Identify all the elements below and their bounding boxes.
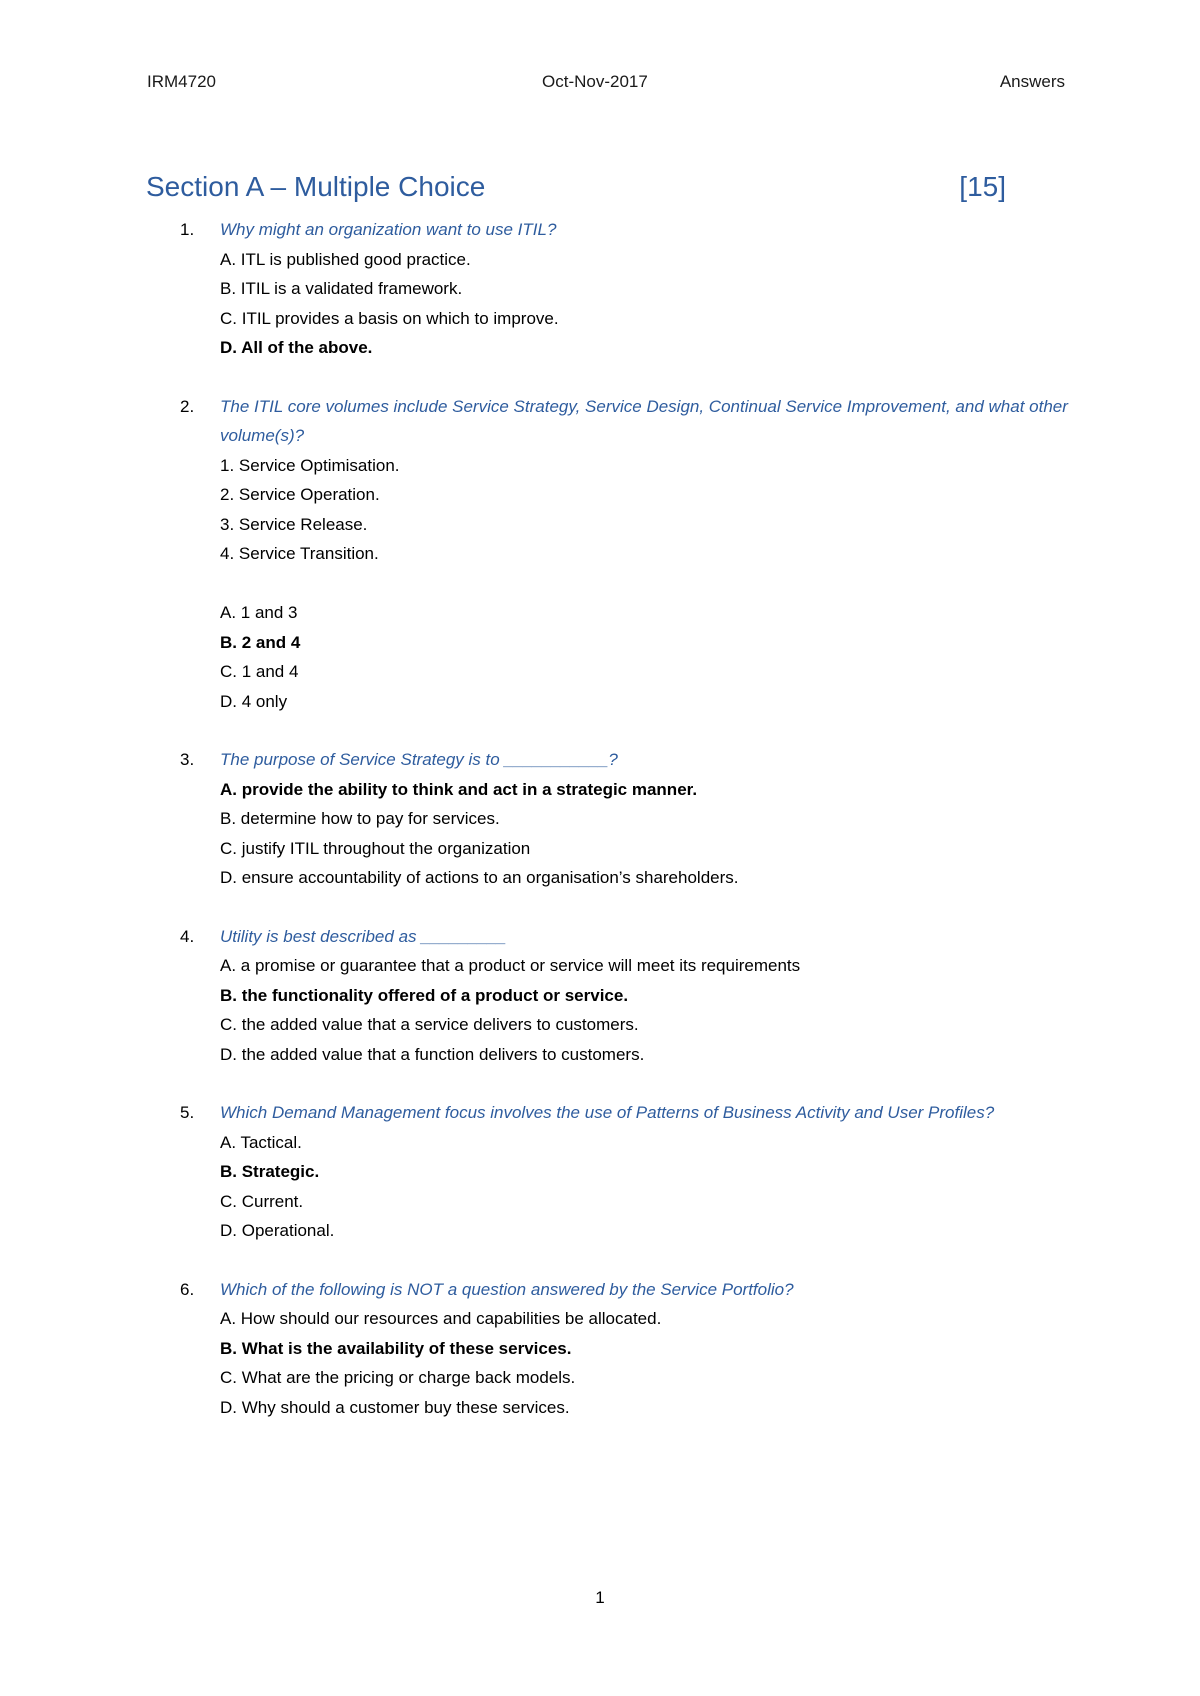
answer-option: D. the added value that a function delivers to customers. [220,1044,645,1064]
answer-option: C. justify ITIL throughout the organization [220,838,531,858]
correct-answer-option: D. All of the above. [220,338,373,357]
section-heading [146,171,1006,203]
question-number: 4. [180,926,195,946]
question-text: Which Demand Management focus involves the use of Patterns of Business Activity and User Profiles? [220,1103,995,1122]
answer-option: C. the added value that a service delivers to customers. [220,1015,639,1034]
course-code: IRM4720 [147,72,216,91]
question-stem [180,745,1080,775]
answer-option: 1. Service Optimisation. [220,455,400,475]
answer-option: A. How should our resources and capabilities be allocated. [220,1309,662,1328]
correct-answer-option: B. Strategic. [220,1162,320,1181]
question-list [180,215,1080,1451]
question-number: 3. [180,750,195,769]
answer-option: C. 1 and 4 [220,662,299,681]
question [180,745,1080,893]
question-text: The ITIL core volumes include Service Strategy, Service Design, Continual Service Improvement, and what other volume(s)? [220,396,1068,445]
question [180,922,1080,1070]
question [180,1275,1080,1423]
answer-option: A. Tactical. [220,1132,302,1152]
correct-answer-option: B. the functionality offered of a product or service. [220,985,629,1005]
answer-option: B. ITIL is a validated framework. [220,279,463,298]
question-text: The purpose of Service Strategy is to ___________? [220,750,618,769]
question-number: 6. [180,1279,195,1299]
question [180,392,1080,717]
question-text: Why might an organization want to use ITIL? [220,220,557,239]
question-stem [180,1275,1080,1305]
answer-option: D. ensure accountability of actions to an organisation’s shareholders. [220,868,739,887]
document-type: Answers [999,72,1065,91]
answer-option: D. 4 only [220,691,288,711]
section-marks: [15] [959,171,1006,202]
answer-option: D. Why should a customer buy these services. [220,1397,570,1417]
question-stem [180,1098,1080,1128]
question-stem [180,922,1080,952]
spacer [180,569,1080,599]
answer-option: B. determine how to pay for services. [220,809,500,828]
question-text: Which of the following is NOT a question answered by the Service Portfolio? [220,1279,794,1299]
answer-option: A. ITL is published good practice. [220,249,471,269]
answer-option: A. 1 and 3 [220,603,298,622]
answer-option: 4. Service Transition. [220,544,379,563]
answer-option: C. ITIL provides a basis on which to improve. [220,308,559,328]
question-number: 2. [180,396,195,416]
question-stem [180,392,1080,451]
question-number: 1. [180,220,195,239]
page-number: 1 [595,1588,605,1607]
correct-answer-option: A. provide the ability to think and act in a strategic manner. [220,779,698,799]
question-number: 5. [180,1103,195,1122]
question [180,1098,1080,1246]
answer-option: A. a promise or guarantee that a product or service will meet its requirements [220,956,801,975]
answer-option: C. Current. [220,1191,304,1211]
correct-answer-option: B. 2 and 4 [220,632,301,652]
exam-date: Oct-Nov-2017 [542,72,648,91]
question [180,215,1080,363]
answer-option: 3. Service Release. [220,514,368,534]
answer-option: C. What are the pricing or charge back models. [220,1368,576,1387]
answer-option: D. Operational. [220,1221,335,1240]
question-text: Utility is best described as _________ [220,926,507,946]
answer-option: 2. Service Operation. [220,485,380,504]
question-stem [180,215,1080,245]
page-header [147,72,1065,102]
section-title: Section A – Multiple Choice [146,171,486,202]
correct-answer-option: B. What is the availability of these services. [220,1338,572,1358]
